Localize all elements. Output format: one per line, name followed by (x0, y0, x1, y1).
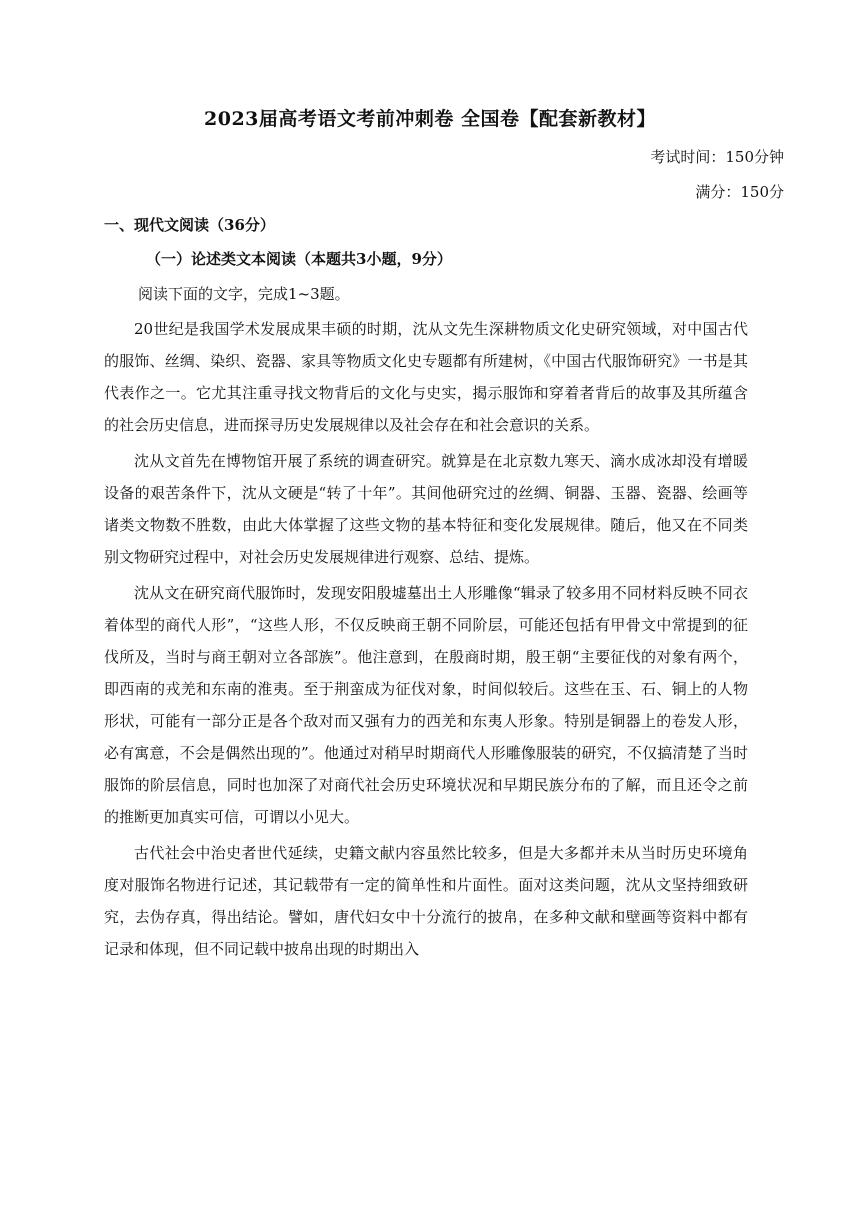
section-heading: 一、现代文阅读（36分） (104, 216, 275, 234)
passage-paragraph-1: 20世纪是我国学术发展成果丰硕的时期，沈从文先生深耕物质文化史研究领域，对中国古代的服饰、丝绸、染织、瓷器、家具等物质文化史专题都有所建树，《中国古代服饰研究》一书是其代表作之一。它尤其注重寻找文物背后的文化与史实，揭示服饰和穿着者背后的故事及其所蕴含的社会历史信息，进而探寻历史发展规律以及社会存在和社会意识的关系。 (104, 320, 748, 434)
document-title: 2023届高考语文考前冲刺卷 全国卷【配套新教材】 (204, 108, 656, 130)
exam-time: 考试时间：150分钟 (650, 148, 784, 166)
sub-section-heading: （一）论述类文本阅读（本题共3小题，9分） (146, 250, 452, 268)
passage-paragraph-3: 沈从文在研究商代服饰时，发现安阳殷墟墓出土人形雕像“辑录了较多用不同材料反映不同衣着体型的商代人形”，“这些人形，不仅反映商王朝不同阶层，可能还包括有甲骨文中常提到的征伐所及，当时与商王朝对立各部族”。他注意到，在殷商时期，殷王朝“主要征伐的对象有两个，即西南的戎羌和东南的淮夷。至于荆蛮成为征伐对象，时间似较后。这些在玉、石、铜上的人物形状，可能有一部分正是各个敌对而又强有力的西羌和东夷人形象。特别是铜器上的卷发人形，必有寓意，不会是偶然出现的”。他通过对稍早时期商代人形雕像服装的研究，不仅搞清楚了当时服饰的阶层信息，同时也加深了对商代社会历史环境状况和早期民族分布的了解，而且还令之前的推断更加真实可信，可谓以小见大。 (104, 584, 748, 826)
passage-paragraph-4: 古代社会中治史者世代延续，史籍文献内容虽然比较多，但是大多都并未从当时历史环境角度对服饰名物进行记述，其记载带有一定的简单性和片面性。面对这类问题，沈从文坚持细致研究，去伪存真，得出结论。譬如，唐代妇女中十分流行的披帛，在多种文献和壁画等资料中都有记录和体现，但不同记载中披帛出现的时期出入 (104, 844, 748, 958)
reading-instruction: 阅读下面的文字，完成1~3题。 (138, 285, 350, 303)
full-score: 满分：150分 (695, 183, 784, 201)
passage-body (104, 313, 748, 969)
passage-paragraph-2: 沈从文首先在博物馆开展了系统的调查研究。就算是在北京数九寒天、滴水成冰却没有增暖设备的艰苦条件下，沈从文硬是“转了十年”。其间他研究过的丝绸、铜器、玉器、瓷器、绘画等诸类文物数不胜数，由此大体掌握了这些文物的基本特征和变化发展规律。随后，他又在不同类别文物研究过程中，对社会历史发展规律进行观察、总结、提炼。 (104, 452, 748, 566)
